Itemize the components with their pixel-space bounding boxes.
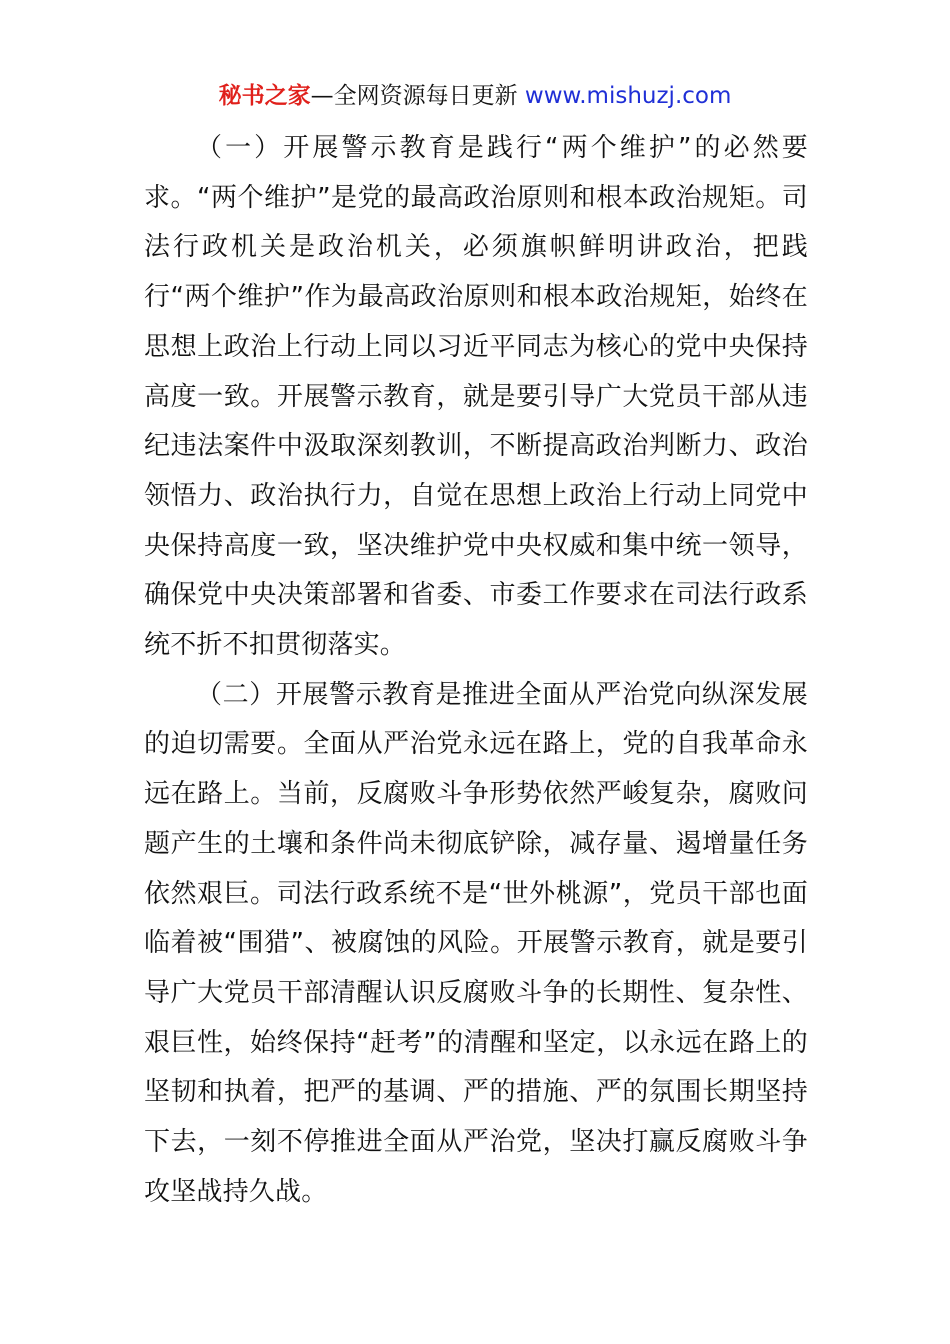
site-url-link[interactable]: www.mishuzj.com bbox=[524, 83, 732, 109]
paragraph-1: （一）开展警示教育是践行“两个维护”的必然要求。“两个维护”是党的最高政治原则和根本政治规矩。司法行政机关是政治机关，必须旗帜鲜明讲政治，把践行“两个维护”作为最高政治原则和根本政治规矩，始终在思想上政治上行动上同以习近平同志为核心的党中央保持高度一致。开展警示教育，就是要引导广大党员干部从违纪违法案件中汲取深刻教训，不断提高政治判断力、政治领悟力、政治执行力，自觉在思想上政治上行动上同党中央保持高度一致，坚决维护党中央权威和集中统一领导，确保党中央决策部署和省委、市委工作要求在司法行政系统不折不扣贯彻落实。 bbox=[144, 133, 808, 661]
document-body bbox=[144, 124, 808, 1217]
paragraph-2: （二）开展警示教育是推进全面从严治党向纵深发展的迫切需要。全面从严治党永远在路上，党的自我革命永远在路上。当前，反腐败斗争形势依然严峻复杂，腐败问题产生的土壤和条件尚未彻底铲除，减存量、遏增量任务依然艰巨。司法行政系统不是“世外桃源”，党员干部也面临着被“围猎”、被腐蚀的风险。开展警示教育，就是要引导广大党员干部清醒认识反腐败斗争的长期性、复杂性、艰巨性，始终保持“赶考”的清醒和坚定，以永远在路上的坚韧和执着，把严的基调、严的措施、严的氛围长期坚持下去，一刻不停推进全面从严治党，坚决打赢反腐败斗争攻坚战持久战。 bbox=[144, 679, 808, 1207]
page-header bbox=[0, 80, 950, 112]
brand-name: 秘书之家 bbox=[218, 83, 311, 109]
header-tagline: —全网资源每日更新 bbox=[310, 83, 525, 109]
